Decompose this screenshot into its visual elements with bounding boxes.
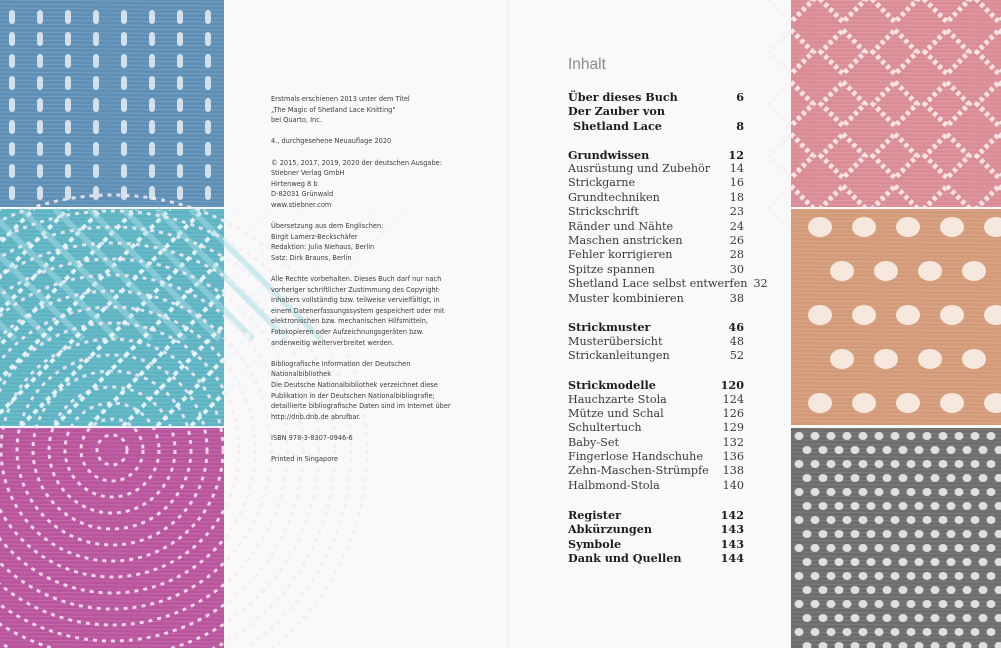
- toc-entry-label: Fingerlose Handschuhe: [568, 450, 703, 464]
- imprint-line: Hirtenweg 8 b: [271, 179, 318, 188]
- toc-entry-page: 23: [729, 205, 744, 219]
- swatch-pink-lace: [791, 0, 1001, 207]
- toc-entry[interactable]: [568, 277, 768, 291]
- toc-entry-label: Grundwissen: [568, 147, 650, 162]
- toc-entry[interactable]: [568, 450, 744, 464]
- imprint-line: Alle Rechte vorbehalten. Dieses Buch darf nur nach: [271, 275, 442, 284]
- toc-entry-page: 12: [728, 147, 744, 162]
- toc-entry-page: 132: [722, 435, 744, 449]
- toc-section: [568, 90, 744, 133]
- toc-entry-label: Strickmodelle: [568, 378, 656, 393]
- imprint-line: © 2015, 2017, 2019, 2020 der deutschen Ausgabe:: [271, 158, 442, 167]
- imprint-line: vorheriger schriftlicher Zustimmung des Copyright-: [271, 285, 441, 294]
- toc-entry-page: 144: [720, 550, 744, 565]
- imprint-line: „The Magic of Shetland Lace Knitting": [271, 105, 396, 114]
- toc-entry-page: 24: [729, 219, 744, 233]
- toc-entry-label: Abkürzungen: [568, 522, 652, 537]
- toc-section: [568, 508, 744, 566]
- toc-section: [568, 320, 744, 363]
- imprint-line: www.stiebner.com: [271, 200, 332, 209]
- toc-chapter-entry[interactable]: [568, 378, 744, 392]
- imprint-line: bei Quarto, Inc.: [271, 116, 322, 125]
- imprint-line: Erstmals erschienen 2013 unter dem Titel: [271, 95, 410, 103]
- toc-entry-label: Zehn-Maschen-Strümpfe: [568, 464, 709, 478]
- toc-entry-label: Strickanleitungen: [568, 349, 670, 363]
- toc-sections: [568, 90, 768, 565]
- toc-entry-label: Hauchzarte Stola: [568, 392, 667, 406]
- imprint-line: 4., durchgesehene Neuauflage 2020: [271, 137, 392, 146]
- toc-entry[interactable]: [568, 393, 744, 407]
- toc-chapter-entry[interactable]: [568, 522, 744, 536]
- toc-chapter-entry[interactable]: [568, 551, 744, 565]
- imprint-line: Fotokopieren oder Aufzeichnungsgeräten bzw.: [271, 328, 424, 337]
- toc-title: Inhalt: [568, 56, 606, 73]
- toc-entry[interactable]: [568, 407, 744, 421]
- toc-entry[interactable]: [568, 421, 744, 435]
- toc-chapter-entry[interactable]: [568, 104, 744, 118]
- imprint-line: Redaktion: Julia Niehaus, Berlin: [271, 243, 375, 252]
- toc-entry-page: 138: [722, 464, 744, 478]
- toc-entry[interactable]: [568, 220, 744, 234]
- toc-entry-page: 126: [722, 406, 744, 420]
- imprint-line: ISBN 978-3-8307-0946-6: [271, 434, 353, 442]
- swatch-peach-lace: [791, 209, 1001, 425]
- imprint-paragraph: [271, 136, 451, 147]
- toc-entry-label: Mütze und Schal: [568, 406, 664, 420]
- toc-chapter-entry[interactable]: [568, 90, 744, 104]
- toc-entry[interactable]: [568, 234, 744, 248]
- toc-entry-page: 46: [728, 320, 744, 335]
- toc-entry-page: 129: [722, 421, 744, 435]
- toc-entry-label: Maschen anstricken: [568, 234, 683, 248]
- toc-entry[interactable]: [568, 335, 744, 349]
- imprint-line: Stiebner Verlag GmbH: [271, 169, 345, 178]
- toc-chapter-entry[interactable]: [568, 119, 744, 133]
- toc-entry-label: Der Zauber von: [568, 104, 665, 119]
- toc-entry[interactable]: [568, 176, 744, 190]
- toc-entry-page: 14: [729, 162, 744, 176]
- imprint-line: Bibliografische Information der Deutschen: [271, 359, 411, 368]
- toc-section: [568, 147, 768, 306]
- imprint-paragraph: [271, 274, 451, 348]
- lace-texture: [0, 0, 224, 207]
- imprint-text: [271, 94, 451, 475]
- toc-entry-label: Ränder und Nähte: [568, 219, 674, 233]
- toc-entry-page: 52: [729, 349, 744, 363]
- toc-entry-label: Grundtechniken: [568, 190, 660, 204]
- toc-entry-page: 26: [729, 234, 744, 248]
- toc-entry[interactable]: [568, 162, 744, 176]
- swatch-grey-lace: [791, 428, 1001, 648]
- toc-entry-label: Baby-Set: [568, 435, 619, 449]
- toc-entry[interactable]: [568, 205, 744, 219]
- toc-chapter-entry[interactable]: [568, 148, 744, 162]
- swatch-blue-lace: [0, 0, 224, 207]
- swatch-magenta-lace: [0, 428, 224, 648]
- imprint-line: einem Datenerfassungssystem gespeichert oder mit: [271, 306, 445, 315]
- toc-entry[interactable]: [568, 292, 744, 306]
- lace-texture: [791, 428, 1001, 648]
- toc-entry[interactable]: [568, 436, 744, 450]
- toc-entry-page: 48: [729, 334, 744, 348]
- toc-entry-page: 6: [736, 90, 744, 104]
- toc-chapter-entry[interactable]: [568, 537, 744, 551]
- toc-entry-page: 18: [729, 190, 744, 204]
- toc-entry-page: 32: [753, 277, 768, 291]
- toc-entry-label: Über dieses Buch: [568, 90, 678, 104]
- toc-entry-page: 8: [736, 118, 744, 133]
- imprint-line: anderweitig weiterverbreitet werden.: [271, 338, 394, 347]
- imprint-line: Die Deutsche Nationalbibliothek verzeichnet diese: [271, 381, 438, 390]
- toc-entry-page: 140: [722, 478, 744, 492]
- imprint-paragraph: [271, 221, 451, 263]
- imprint-paragraph: [271, 433, 451, 444]
- imprint-line: D-82031 Grünwald: [271, 190, 334, 199]
- imprint-paragraph: [271, 158, 451, 211]
- toc-chapter-entry[interactable]: [568, 508, 744, 522]
- table-of-contents: [568, 54, 768, 580]
- imprint-paragraph: [271, 94, 451, 126]
- toc-entry[interactable]: [568, 464, 744, 478]
- toc-entry-page: 38: [729, 291, 744, 305]
- toc-entry-page: 136: [722, 450, 744, 464]
- imprint-line: Publikation in der Deutschen Nationalbibliografie;: [271, 391, 435, 400]
- toc-entry-page: 28: [729, 248, 744, 262]
- imprint-line: http://dnb.dnb.de abrufbar.: [271, 412, 361, 421]
- toc-entry-page: 124: [722, 392, 744, 406]
- imprint-line: Printed in Singapore: [271, 455, 338, 464]
- toc-entry-page: 143: [720, 522, 744, 537]
- toc-entry-label: Strickgarne: [568, 176, 636, 190]
- toc-entry-label: Register: [568, 507, 621, 522]
- toc-entry-label: Halbmond-Stola: [568, 478, 660, 492]
- lace-texture: [791, 0, 1001, 207]
- imprint-paragraph: [271, 454, 451, 465]
- toc-entry[interactable]: [568, 248, 744, 262]
- toc-entry[interactable]: [568, 349, 744, 363]
- toc-entry[interactable]: [568, 263, 744, 277]
- toc-entry-label: Shetland Lace selbst entwerfen: [568, 277, 748, 291]
- toc-entry-label: Ausrüstung und Zubehör: [568, 162, 711, 176]
- toc-entry-label: Spitze spannen: [568, 262, 655, 276]
- toc-entry-label: Shetland Lace: [573, 118, 662, 133]
- imprint-line: detaillierte bibliografische Daten sind im Internet über: [271, 402, 451, 411]
- lace-texture: [0, 428, 224, 648]
- toc-entry-label: Muster kombinieren: [568, 291, 684, 305]
- toc-entry-page: 143: [720, 536, 744, 551]
- toc-section: [568, 378, 744, 493]
- toc-entry-label: Schultertuch: [568, 421, 642, 435]
- imprint-line: Birgit Lamerz-Beckschäfer: [271, 232, 358, 241]
- toc-entry-page: 120: [720, 378, 744, 393]
- imprint-line: Übersetzung aus dem Englischen:: [271, 222, 384, 231]
- toc-entry-label: Musterübersicht: [568, 334, 663, 348]
- toc-entry[interactable]: [568, 479, 744, 493]
- toc-entry-label: Strickschrift: [568, 205, 639, 219]
- toc-entry-label: Dank und Quellen: [568, 550, 682, 565]
- toc-entry[interactable]: [568, 191, 744, 205]
- toc-chapter-entry[interactable]: [568, 320, 744, 334]
- imprint-line: Inhabers vollständig bzw. teilweise vervielfältigt, in: [271, 296, 440, 305]
- toc-entry-page: 142: [720, 507, 744, 522]
- toc-entry-label: Fehler korrigieren: [568, 248, 673, 262]
- toc-entry-label: Symbole: [568, 536, 622, 551]
- imprint-line: elektronischen bzw. mechanischen Hilfsmitteln,: [271, 317, 429, 326]
- page-gutter: [507, 0, 508, 648]
- imprint-paragraph: [271, 359, 451, 423]
- imprint-line: Satz: Dirk Brauns, Berlin: [271, 253, 352, 262]
- imprint-line: Nationalbibliothek: [271, 370, 332, 379]
- toc-entry-page: 30: [729, 262, 744, 276]
- toc-entry-page: 16: [729, 176, 744, 190]
- lace-texture: [791, 209, 1001, 425]
- toc-entry-label: Strickmuster: [568, 320, 651, 335]
